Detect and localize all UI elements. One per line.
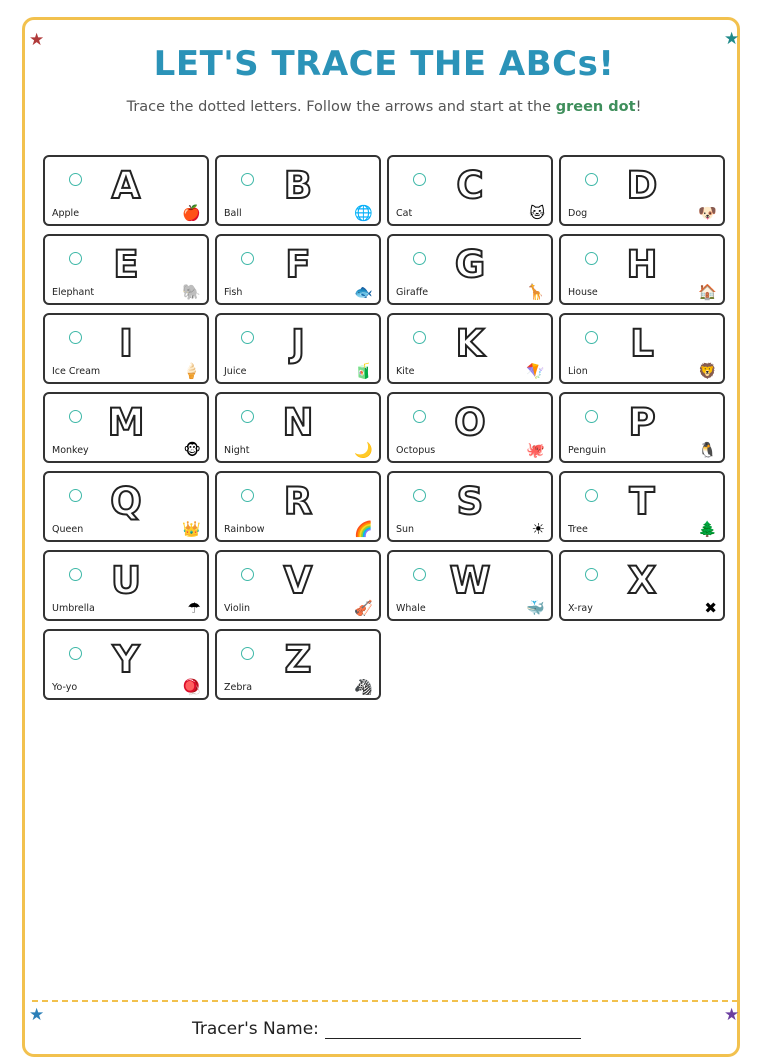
letter-card: [43, 471, 209, 542]
letter-card: [387, 392, 553, 463]
picture-icon: 🎻: [354, 599, 373, 617]
trace-letter: W: [449, 559, 491, 602]
card-word: Yo-yo: [52, 682, 78, 693]
card-word: House: [568, 287, 598, 298]
picture-icon: 🍦: [182, 362, 201, 380]
trace-letter: S: [456, 480, 484, 523]
picture-icon: 🐟: [354, 283, 373, 301]
picture-icon: 🐘: [182, 283, 201, 301]
tracer-name-label: Tracer's Name:: [192, 1019, 319, 1039]
instructions-end: !: [635, 99, 642, 115]
trace-letter: O: [454, 401, 486, 444]
instructions: [0, 99, 768, 115]
card-word: Zebra: [224, 682, 253, 693]
letter-card: [387, 550, 553, 621]
trace-letter: Q: [110, 480, 142, 523]
instructions-text: Trace the dotted letters. Follow the arrows and start at the: [126, 99, 556, 115]
trace-letter: B: [283, 164, 313, 207]
picture-icon: 🪀: [182, 678, 201, 696]
picture-icon: ✖: [704, 599, 717, 617]
tracer-name-field[interactable]: [325, 1020, 581, 1039]
picture-icon: 🌐: [354, 204, 373, 222]
card-word: Dog: [568, 208, 588, 219]
picture-icon: 🐙: [526, 441, 545, 459]
trace-letter: X: [627, 559, 657, 602]
trace-letter: R: [283, 480, 313, 523]
letter-card: [215, 550, 381, 621]
picture-icon: ☂: [187, 599, 201, 617]
picture-icon: 🌈: [354, 520, 373, 538]
letter-card: [215, 313, 381, 384]
trace-letter: I: [119, 322, 133, 365]
letter-card: [215, 392, 381, 463]
letter-card: [559, 550, 725, 621]
card-word: Umbrella: [52, 603, 95, 614]
letter-card: [559, 313, 725, 384]
trace-letter: K: [455, 322, 485, 365]
letter-card: [559, 471, 725, 542]
card-word: Cat: [396, 208, 413, 219]
letter-card: [215, 155, 381, 226]
card-word: Giraffe: [396, 287, 429, 298]
trace-letter: N: [282, 401, 314, 444]
letter-card: [43, 550, 209, 621]
card-word: Fish: [224, 287, 243, 298]
letter-card: [43, 629, 209, 700]
picture-icon: ☀: [531, 520, 545, 538]
trace-letter: E: [113, 243, 139, 286]
picture-icon: 👑: [182, 520, 201, 538]
tracer-name-row: [192, 1019, 581, 1039]
letter-card: [387, 234, 553, 305]
picture-icon: 🐳: [526, 599, 545, 617]
letter-card: [387, 313, 553, 384]
letter-card: [559, 234, 725, 305]
card-word: Octopus: [396, 445, 436, 456]
card-word: Queen: [52, 524, 84, 535]
letter-card: [387, 471, 553, 542]
card-word: Rainbow: [224, 524, 265, 535]
picture-icon: 🐵: [183, 441, 201, 459]
picture-icon: 🦒: [526, 283, 545, 301]
letter-card: [559, 392, 725, 463]
instructions-highlight: green dot: [555, 99, 636, 115]
picture-icon: 🌙: [354, 441, 373, 459]
card-word: Elephant: [52, 287, 95, 298]
card-word: Kite: [396, 366, 415, 377]
picture-icon: 🦓: [354, 678, 373, 696]
trace-letter: U: [110, 559, 142, 602]
card-word: Apple: [52, 208, 80, 219]
footer-divider: [32, 1000, 738, 1002]
picture-icon: 🌲: [698, 520, 717, 538]
picture-icon: 🦁: [698, 362, 717, 380]
card-word: Violin: [224, 603, 251, 614]
letter-card: [387, 155, 553, 226]
trace-letter: J: [291, 322, 305, 365]
trace-letter: C: [456, 164, 484, 207]
letter-card: [43, 234, 209, 305]
letter-card: [43, 155, 209, 226]
picture-icon: 🍎: [182, 204, 201, 222]
picture-icon: 🏠: [698, 283, 717, 301]
letter-card-grid: [43, 155, 725, 700]
trace-letter: A: [111, 164, 141, 207]
trace-letter: Z: [284, 638, 312, 681]
card-word: Lion: [568, 366, 588, 377]
trace-letter: F: [285, 243, 311, 286]
trace-letter: M: [107, 401, 145, 444]
picture-icon: 🧃: [354, 362, 373, 380]
card-word: Sun: [396, 524, 415, 535]
trace-letter: P: [628, 401, 656, 444]
trace-letter: T: [629, 480, 655, 523]
trace-letter: L: [630, 322, 654, 365]
letter-card: [215, 471, 381, 542]
star-icon-bottom-left: ★: [29, 1005, 45, 1025]
trace-letter: Y: [112, 638, 140, 681]
picture-icon: 🐧: [698, 441, 717, 459]
page-title: LET'S TRACE THE ABCs!: [153, 44, 615, 84]
picture-icon: 🪁: [526, 362, 545, 380]
card-word: Ice Cream: [52, 366, 101, 377]
picture-icon: 🐱: [529, 204, 545, 222]
card-word: Juice: [224, 366, 247, 377]
star-icon-top-left: ★: [29, 30, 45, 50]
trace-letter: G: [454, 243, 486, 286]
trace-letter: V: [283, 559, 313, 602]
card-word: Ball: [224, 208, 242, 219]
card-word: Whale: [396, 603, 426, 614]
star-icon-bottom-right: ★: [724, 1005, 740, 1025]
letter-card: [43, 313, 209, 384]
letter-card: [215, 234, 381, 305]
letter-card: [43, 392, 209, 463]
trace-letter: D: [626, 164, 658, 207]
trace-letter: H: [626, 243, 658, 286]
letter-card: [559, 155, 725, 226]
card-word: Night: [224, 445, 250, 456]
star-icon-top-right: ★: [724, 29, 740, 49]
card-word: Monkey: [52, 445, 89, 456]
letter-card: [215, 629, 381, 700]
card-word: X-ray: [568, 603, 593, 614]
picture-icon: 🐶: [698, 204, 717, 222]
card-word: Tree: [568, 524, 588, 535]
card-word: Penguin: [568, 445, 606, 456]
